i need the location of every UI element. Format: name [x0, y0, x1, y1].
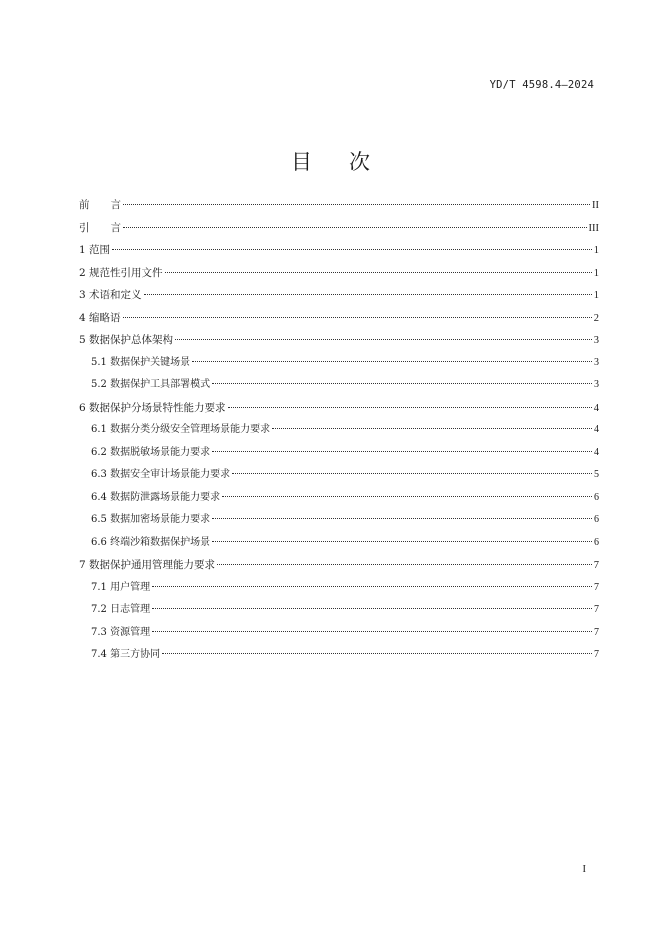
toc-entry-label: 6.3 数据安全审计场景能力要求 [91, 469, 231, 480]
toc-entry-label: 7.1 用户管理 [91, 581, 151, 593]
toc-dot-leader [152, 631, 592, 632]
toc-entry-label: 6.2 数据脱敏场景能力要求 [91, 446, 211, 458]
toc-entry-label: 7 数据保护通用管理能力要求 [79, 559, 216, 571]
toc-entry-page: III [588, 222, 599, 234]
toc-entry-label: 1 范围 [79, 244, 111, 256]
toc-dot-leader [112, 249, 592, 250]
toc-entry-label: 7.2 日志管理 [91, 604, 151, 615]
toc-entry[interactable] [79, 288, 599, 311]
toc-entry[interactable] [79, 558, 599, 581]
toc-entry-page: 7 [594, 626, 599, 638]
toc-entry-page: 6 [594, 491, 599, 503]
toc-dot-leader [272, 428, 592, 429]
toc-entry-page: 4 [594, 446, 599, 458]
toc-entry-page: 4 [593, 402, 599, 414]
toc-entry-page: 1 [593, 245, 599, 256]
toc-entry[interactable] [79, 491, 599, 514]
toc-dot-leader [152, 608, 592, 609]
toc-entry-label: 7.4 第三方协同 [91, 649, 161, 660]
table-of-contents [79, 198, 599, 671]
toc-entry[interactable] [79, 603, 599, 626]
toc-entry[interactable] [79, 446, 599, 469]
toc-dot-leader [123, 317, 592, 318]
toc-dot-leader [162, 653, 592, 654]
toc-entry[interactable] [79, 626, 599, 649]
toc-entry-page: II [592, 200, 599, 211]
toc-dot-leader [228, 407, 592, 408]
toc-entry-label: 6 数据保护分场景特性能力要求 [79, 401, 226, 414]
toc-entry-page: 1 [593, 290, 599, 301]
toc-entry[interactable] [79, 266, 599, 289]
toc-entry-label: 5.2 数据保护工具部署模式 [91, 379, 211, 390]
title-char-2: 次 [349, 150, 371, 174]
toc-dot-leader [222, 496, 592, 497]
toc-entry-label: 7.3 资源管理 [91, 626, 151, 638]
toc-dot-leader [192, 361, 592, 362]
toc-entry-page: 2 [593, 312, 599, 324]
toc-entry-label: 6.1 数据分类分级安全管理场景能力要求 [91, 424, 271, 435]
toc-entry[interactable] [79, 648, 599, 671]
toc-entry-label: 6.4 数据防泄露场景能力要求 [91, 491, 221, 503]
toc-dot-leader [217, 564, 592, 565]
toc-entry-label: 2 规范性引用文件 [79, 266, 163, 279]
page-number: I [582, 864, 586, 875]
toc-entry-label: 5.1 数据保护关键场景 [91, 356, 191, 368]
toc-entry-page: 5 [594, 469, 599, 480]
toc-dot-leader [212, 383, 592, 384]
toc-entry-page: 7 [593, 560, 599, 571]
toc-entry[interactable] [79, 513, 599, 536]
toc-dot-leader [212, 451, 592, 452]
toc-entry[interactable] [79, 401, 599, 424]
toc-entry[interactable] [79, 333, 599, 356]
toc-entry-label: 6.6 终端沙箱数据保护场景 [91, 536, 211, 548]
toc-entry-page: 3 [593, 335, 599, 346]
toc-dot-leader [175, 339, 592, 340]
toc-entry[interactable] [79, 198, 599, 221]
document-code: YD/T 4598.4—2024 [489, 79, 594, 91]
toc-entry-label: 4 缩略语 [79, 311, 121, 324]
toc-entry[interactable] [79, 243, 599, 266]
toc-entry-page: 6 [594, 514, 599, 525]
toc-entry-page: 7 [594, 581, 599, 593]
toc-entry-page: 3 [594, 379, 599, 390]
toc-entry-page: 1 [593, 267, 599, 279]
toc-entry-page: 4 [594, 424, 599, 435]
toc-entry-page: 7 [594, 649, 599, 660]
toc-entry-page: 3 [594, 356, 599, 368]
toc-dot-leader [232, 473, 592, 474]
toc-dot-leader [144, 294, 592, 295]
toc-entry-page: 6 [594, 536, 599, 548]
toc-entry[interactable] [79, 581, 599, 604]
toc-dot-leader [152, 586, 592, 587]
toc-dot-leader [212, 518, 592, 519]
toc-entry-page: 7 [594, 604, 599, 615]
toc-entry[interactable] [79, 536, 599, 559]
toc-entry-label: 6.5 数据加密场景能力要求 [91, 514, 211, 525]
toc-entry[interactable] [79, 378, 599, 401]
toc-entry[interactable] [79, 311, 599, 334]
toc-dot-leader [165, 272, 592, 273]
toc-entry[interactable] [79, 468, 599, 491]
toc-entry[interactable] [79, 221, 599, 244]
toc-entry-label: 引 言 [79, 221, 121, 234]
toc-entry-label: 前 言 [79, 199, 121, 211]
toc-entry-label: 3 术语和定义 [79, 289, 142, 301]
toc-dot-leader [212, 541, 592, 542]
page-title [0, 146, 662, 176]
toc-entry[interactable] [79, 356, 599, 379]
toc-entry[interactable] [79, 423, 599, 446]
title-char-1: 目 [291, 150, 313, 174]
toc-entry-label: 5 数据保护总体架构 [79, 334, 174, 346]
toc-dot-leader [123, 204, 590, 205]
toc-dot-leader [123, 227, 587, 228]
